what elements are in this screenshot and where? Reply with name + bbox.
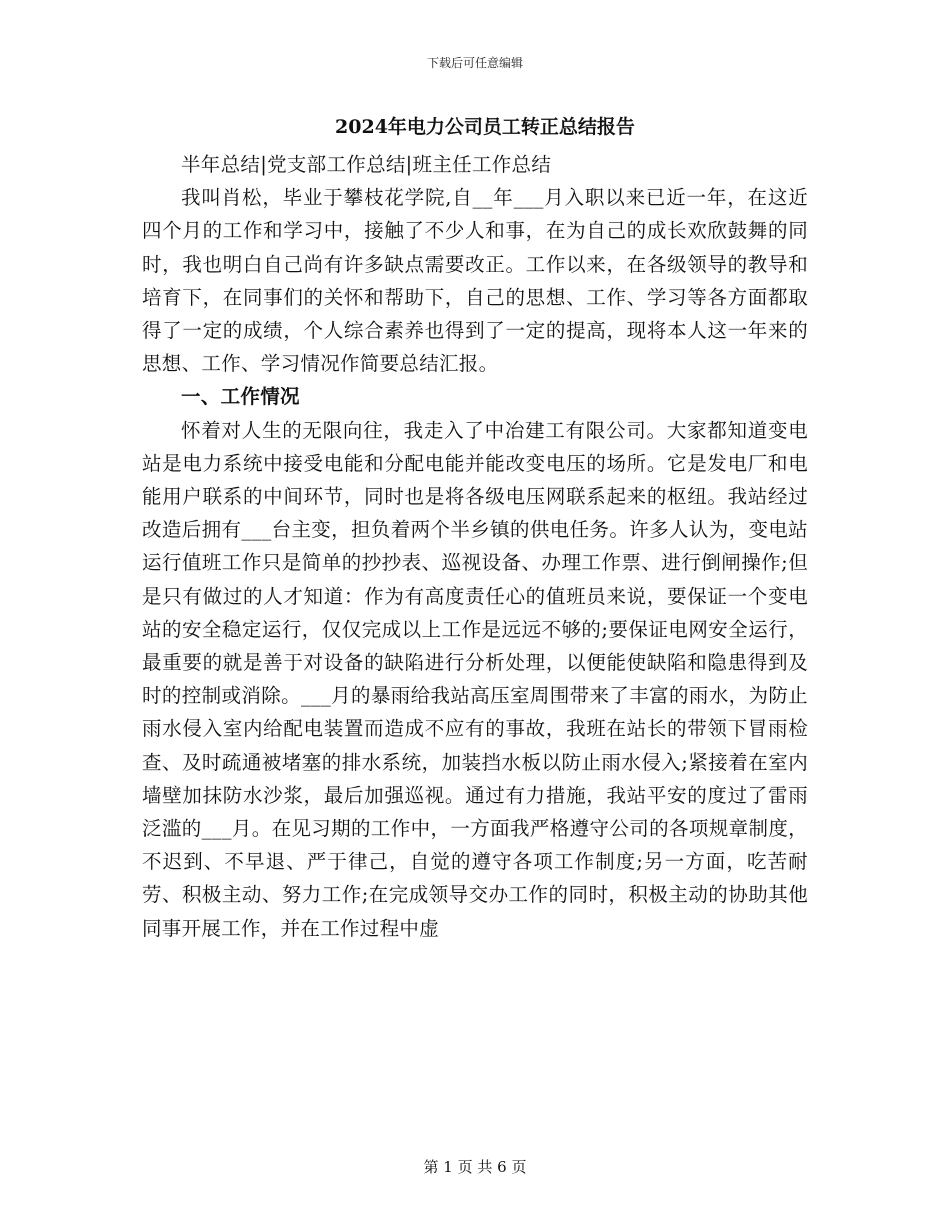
- section-paragraph: 怀着对人生的无限向往，我走入了中冶建工有限公司。大家都知道变电站是电力系统中接受电能和分配电能并能改变电压的场所。它是发电厂和电能用户联系的中间环节，同时也是将各级电压网联系起来的枢纽。我站经过改造后拥有___台主变，担负着两个半乡镇的供电任务。许多人认为，变电站运行值班工作只是简单的抄抄表、巡视设备、办理工作票、进行倒闸操作;但是只有做过的人才知道：作为有高度责任心的值班员来说，要保证一个变电站的安全稳定运行，仅仅完成以上工作是远远不够的;要保证电网安全运行，最重要的就是善于对设备的缺陷进行分析处理，以便能使缺陷和隐患得到及时的控制或消除。___月的暴雨给我站高压室周围带来了丰富的雨水，为防止雨水侵入室内给配电装置而造成不应有的事故，我班在站长的带领下冒雨检查、及时疏通被堵塞的排水系统，加装挡水板以防止雨水侵入;紧接着在室内墙壁加抹防水沙浆，最后加强巡视。通过有力措施，我站平安的度过了雷雨泛滥的___月。在见习期的工作中，一方面我严格遵守公司的各项规章制度，不迟到、不早退、严于律己，自觉的遵守各项工作制度;另一方面，吃苦耐劳、积极主动、努力工作;在完成领导交办工作的同时，积极主动的协助其他同事开展工作，并在工作过程中虚: [142, 418, 808, 940]
- document-body: [142, 112, 808, 945]
- intro-paragraph: 我叫肖松，毕业于攀枝花学院,自__年___月入职以来已近一年，在这近四个月的工作和学习中，接触了不少人和事，在为自己的成长欢欣鼓舞的同时，我也明白自己尚有许多缺点需要改正。工作以来，在各级领导的教导和培育下，在同事们的关怀和帮助下，自己的思想、工作、学习等各方面都取得了一定的成绩，个人综合素养也得到了一定的提高，现将本人这一年来的思想、工作、学习情况作简要总结汇报。: [142, 186, 808, 376]
- subtitle-line: 半年总结|党支部工作总结|班主任工作总结: [181, 153, 552, 176]
- page-footer: 第 1 页 共 6 页: [423, 1158, 527, 1176]
- header-note: 下载后可任意编辑: [426, 56, 523, 70]
- section-heading: 一、工作情况: [181, 385, 300, 409]
- document-title: 2024年电力公司员工转正总结报告: [335, 116, 635, 138]
